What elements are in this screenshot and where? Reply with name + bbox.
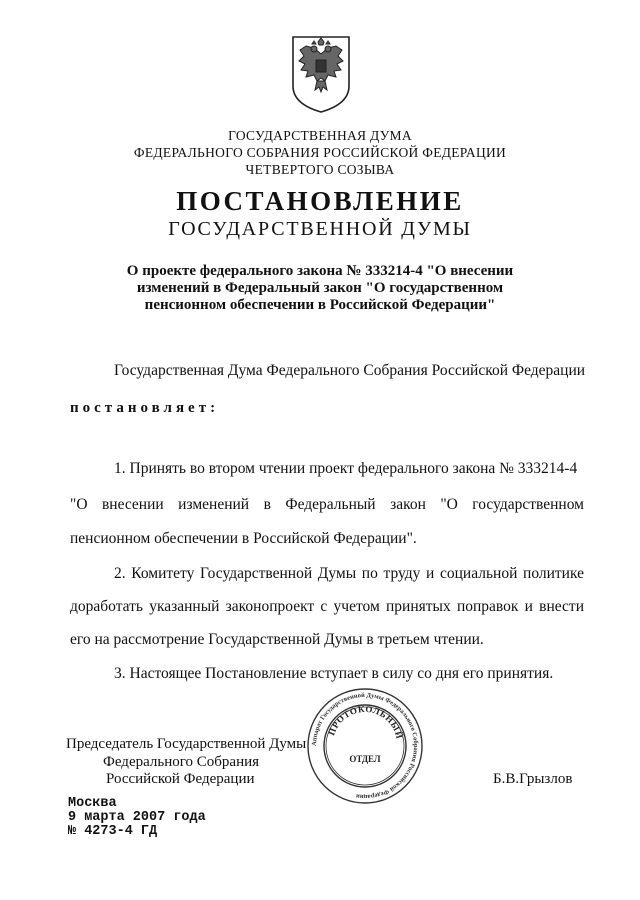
- coat-of-arms-emblem: [290, 34, 352, 114]
- subject-line-1: О проекте федерального закона № 333214-4 "О внесении: [126, 263, 514, 279]
- chamber-line-2: ФЕДЕРАЛЬНОГО СОБРАНИЯ РОССИЙСКОЙ ФЕДЕРАЦИИ: [133, 145, 507, 160]
- resolves-word: постановляет:: [70, 400, 220, 416]
- item-2-line-2: доработать указанный законопроект с учетом принятых поправок и внести: [70, 598, 584, 615]
- signatory-role-line-1: Председатель Государственной Думы: [66, 736, 307, 752]
- signatory-role-line-2: Федерального Собрания: [103, 754, 260, 770]
- item-2-line-1: 2. Комитету Государственной Думы по труду и социальной политике: [114, 565, 584, 582]
- signatory-name: Б.В.Грызлов: [493, 771, 573, 787]
- stamp-center-text: ОТДЕЛ: [349, 754, 381, 764]
- place-of-adoption: Москва: [68, 796, 117, 811]
- document-subtitle: ГОСУДАРСТВЕННОЙ ДУМЫ: [168, 218, 472, 240]
- item-2-line-3: его на рассмотрение Государственной Думы в третьем чтении.: [70, 631, 484, 648]
- chamber-line-3: ЧЕТВЕРТОГО СОЗЫВА: [245, 162, 395, 177]
- stamp-ring-text: Аппарат Государственной Думы Федерального Собрания Российской Федерации: [310, 691, 420, 801]
- document-number: № 4273-4 ГД: [68, 824, 158, 839]
- adoption-date: 9 марта 2007 года: [68, 810, 206, 825]
- item-1-line-3: пенсионном обеспечении в Российской Федерации".: [70, 530, 417, 547]
- item-1-line-2: "О внесении изменений в Федеральный закон "О государственном: [70, 496, 584, 513]
- subject-line-3: пенсионном обеспечении в Российской Федерации": [144, 297, 496, 313]
- preamble-text: Государственная Дума Федерального Собрания Российской Федерации: [114, 362, 586, 379]
- protocol-department-stamp: [305, 686, 425, 806]
- item-1-line-1: 1. Принять во втором чтении проект федерального закона № 333214-4: [114, 460, 578, 477]
- item-3-line-1: 3. Настоящее Постановление вступает в силу со дня его принятия.: [114, 665, 554, 682]
- stamp-upper-text: ПРОТОКОЛЬНЫЙ: [326, 703, 405, 741]
- signatory-role-line-3: Российской Федерации: [106, 771, 255, 787]
- subject-line-2: изменений в Федеральный закон "О государственном: [136, 280, 504, 296]
- svg-text:ПРОТОКОЛЬНЫЙ: [326, 704, 404, 740]
- svg-text:Аппарат Государственной Думы Ф: [311, 692, 419, 800]
- chamber-line-1: ГОСУДАРСТВЕННАЯ ДУМА: [228, 128, 412, 143]
- document-title: ПОСТАНОВЛЕНИЕ: [176, 186, 464, 216]
